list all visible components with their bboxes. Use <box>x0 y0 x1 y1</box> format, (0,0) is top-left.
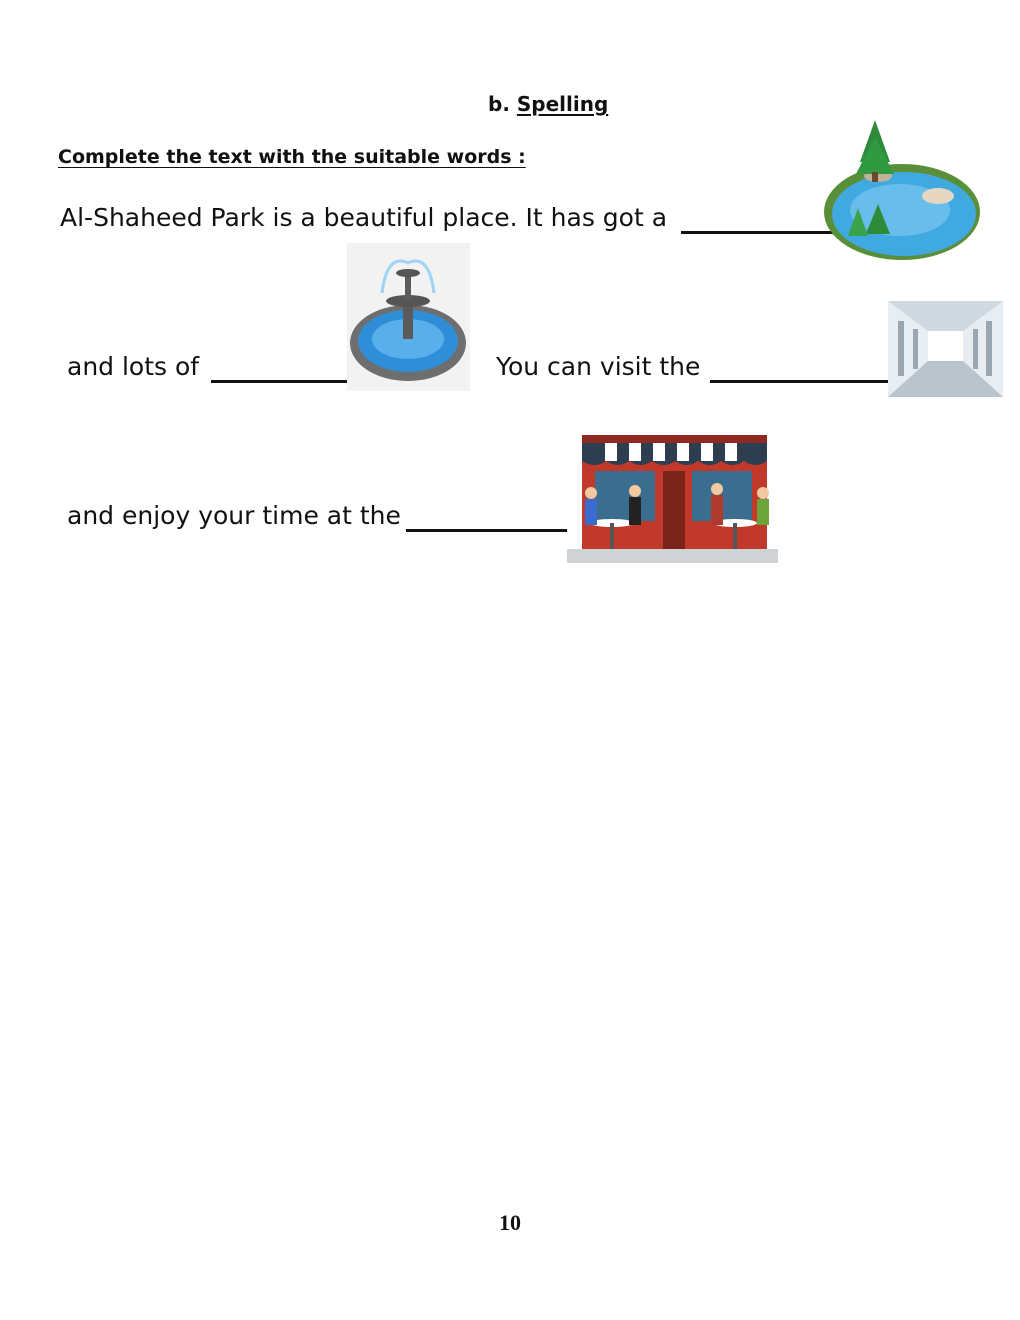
lake-icon <box>820 112 985 272</box>
answer-blank-4[interactable] <box>406 529 567 532</box>
restaurant-icon <box>567 431 778 563</box>
section-title: Spelling <box>516 92 609 116</box>
sentence-line-4: and enjoy your time at the <box>67 501 401 530</box>
cafe-picture <box>567 431 778 563</box>
page-number: 10 <box>499 1210 521 1235</box>
section-prefix: b. <box>488 92 510 116</box>
museum-icon <box>888 301 1003 397</box>
instruction-text: Complete the text with the suitable words : <box>58 146 526 168</box>
fountain-icon <box>347 243 470 391</box>
gallery-picture <box>888 301 1003 397</box>
pond-picture <box>820 112 985 272</box>
sentence-line-3: You can visit the <box>496 352 701 381</box>
sentence-line-2: and lots of <box>67 352 200 381</box>
answer-blank-3[interactable] <box>710 380 888 383</box>
section-heading <box>488 92 608 116</box>
sentence-line-1: Al-Shaheed Park is a beautiful place. It has got a <box>60 203 668 232</box>
answer-blank-2[interactable] <box>211 380 347 383</box>
fountain-picture <box>347 243 470 391</box>
